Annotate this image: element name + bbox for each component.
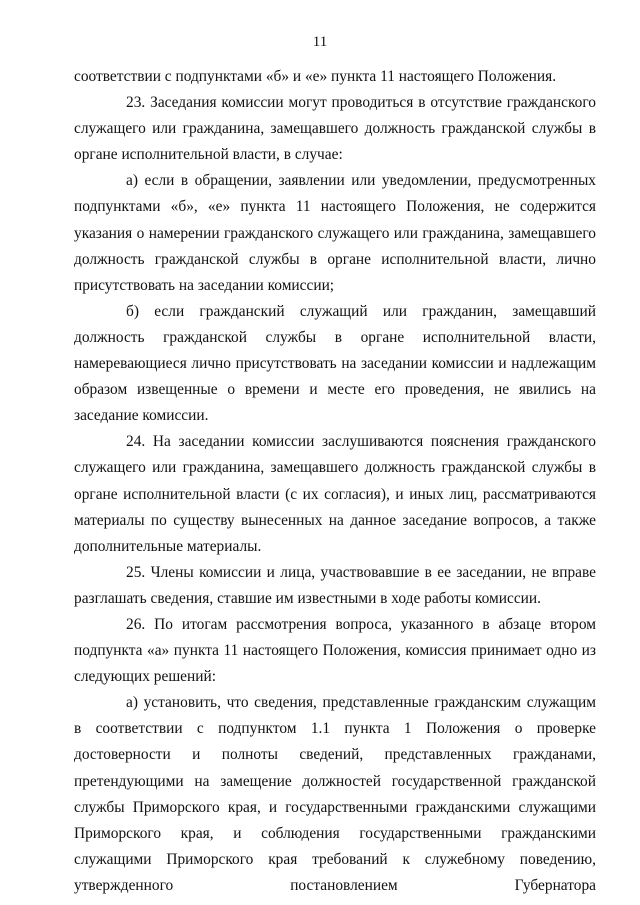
paragraph-item-26: 26. По итогам рассмотрения вопроса, указанного в абзаце втором подпункта «а» пункта 11 настоящего Положения, комиссия принимает одно из следующих решений: xyxy=(74,615,596,686)
paragraph-item-23: 23. Заседания комиссии могут проводиться в отсутствие гражданского служащего или гражданина, замещавшего должность гражданской службы в органе исполнительной власти, в случае: xyxy=(74,94,596,164)
paragraph-item-25: 25. Члены комиссии и лица, участвовавшие в ее заседании, не вправе разглашать сведения, ставшие им известными в ходе работы комиссии. xyxy=(74,563,596,607)
paragraph-item-23-a: а) если в обращении, заявлении или уведомлении, предусмотренных подпунктами «б», «е» пункта 11 настоящего Положения, не содержится указания о намерении гражданского служащего или гражданина, замещавшего должность гражданской службы в органе исполнительной власти, лично присутствовать на заседании комиссии; xyxy=(74,172,596,294)
paragraph-item-24: 24. На заседании комиссии заслушиваются пояснения гражданского служащего или гражданина, замещавшего должность гражданской службы в органе исполнительной власти (с их согласия), и иных лиц, рассматриваются материалы по существу вынесенных на данное заседание вопросов, а также дополнительные материалы. xyxy=(74,433,596,555)
paragraph-continuation: соответствии с подпунктами «б» и «е» пункта 11 настоящего Положения. xyxy=(74,68,557,85)
page-number: 11 xyxy=(312,34,328,50)
document-body xyxy=(74,64,596,899)
paragraph-item-23-b: б) если гражданский служащий или гражданин, замещавший должность гражданской службы в органе исполнительной власти, намеревающиеся лично присутствовать на заседании комиссии и надлежащим образом извещенные о времени и месте его проведения, не явились на заседание комиссии. xyxy=(74,302,596,425)
paragraph-item-26-a: а) установить, что сведения, представленные гражданским служащим в соответствии с подпунктом 1.1 пункта 1 Положения о проверке достоверности и полноты сведений, представленных гражданами, претендующими на замещение должностей государственной гражданской службы Приморского края, и государственными гражданскими служащими Приморского края, и соблюдения государственными гражданскими служащими Приморского края требований к служебному поведению, утвержденного постановлением Губернатора xyxy=(74,694,596,894)
